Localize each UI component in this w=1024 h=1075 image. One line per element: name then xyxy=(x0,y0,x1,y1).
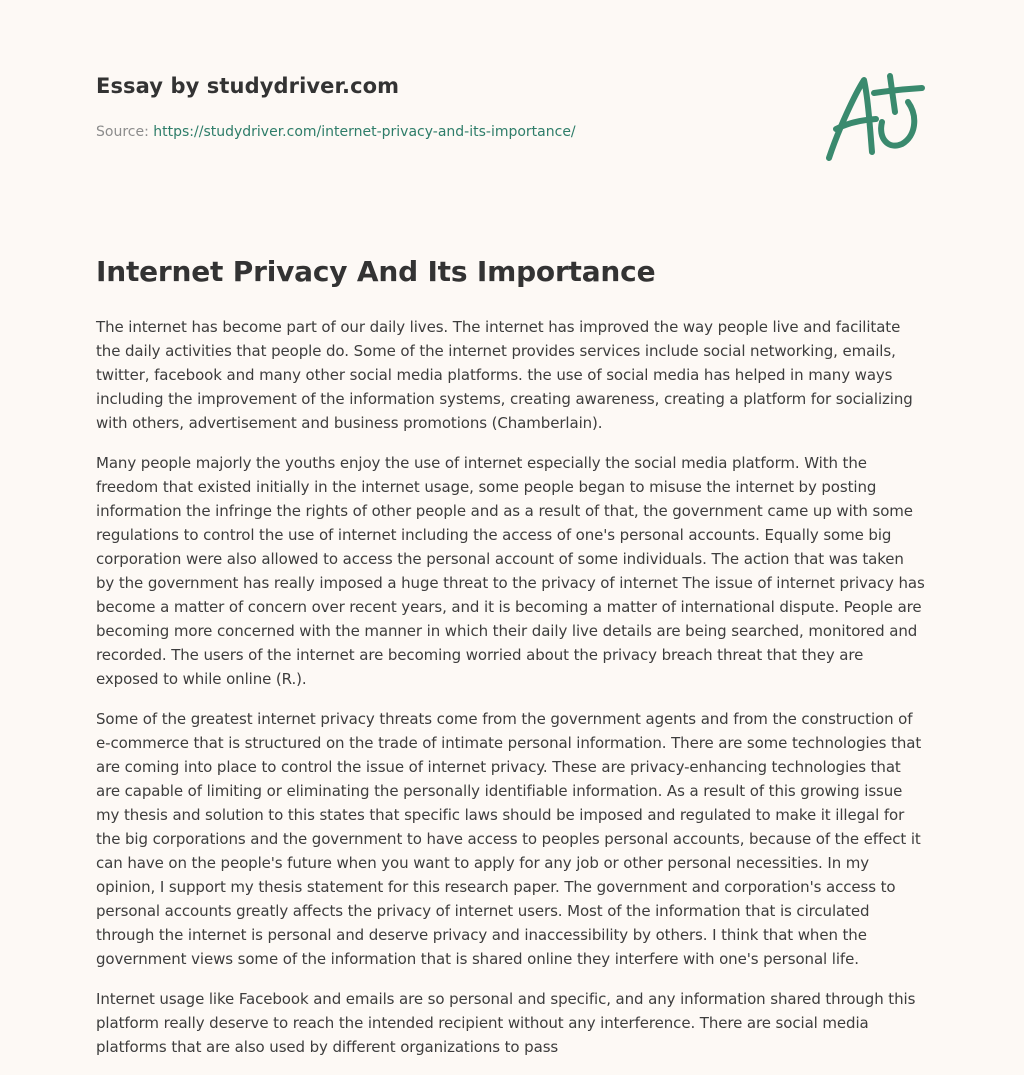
source-label: Source: xyxy=(96,124,154,140)
paragraph: Internet usage like Facebook and emails are so personal and specific, and any information shared through this platform really deserve to reach the intended recipient without any interference. There are social media platforms that are also used by different organizations to pass xyxy=(96,990,916,1056)
site-brand: Essay by studydriver.com xyxy=(96,74,400,98)
source-link[interactable]: https://studydriver.com/internet-privacy-and-its-importance/ xyxy=(153,124,576,140)
essay-body xyxy=(96,315,926,1075)
paragraph: Some of the greatest internet privacy threats come from the government agents and from the construction of e-commerce that is structured on the trade of intimate personal information. There are some technologies that are coming into place to control the issue of internet privacy. These are privacy-enhancing technologies that are capable of limiting or eliminating the personally identifiable information. As a result of this growing issue my thesis and solution to this states that specific laws should be imposed and regulated to make it illegal for the big corporations and the government to have access to peoples personal accounts, because of the effect it can have on the people's future when you want to apply for any job or other personal necessities. In my opinion, I support my thesis statement for this research paper. The government and corporation's access to personal accounts greatly affects the privacy of internet users. Most of the information that is circulated through the internet is personal and deserve privacy and inaccessibility by others. I think that when the government views some of the information that is shared online they interfere with one's personal life. xyxy=(96,710,922,968)
paragraph: The internet has become part of our daily lives. The internet has improved the way people live and facilitate the daily activities that people do. Some of the internet provides services include social networking, emails, twitter, facebook and many other social media platforms. the use of social media has helped in many ways including the improvement of the information systems, creating awareness, creating a platform for socializing with others, advertisement and business promotions (Chamberlain). xyxy=(96,318,913,432)
essay-title: Internet Privacy And Its Importance xyxy=(96,255,656,288)
paragraph: Many people majorly the youths enjoy the use of internet especially the social media platform. With the freedom that existed initially in the internet usage, some people began to misuse the internet by posting information the infringe the rights of other people and as a result of that, the government came up with some regulations to control the use of internet including the access of one's personal accounts. Equally some big corporation were also allowed to access the personal account of some individuals. The action that was taken by the government has really imposed a huge threat to the privacy of internet The issue of internet privacy has become a matter of concern over recent years, and it is becoming a matter of international dispute. People are becoming more concerned with the manner in which their daily live details are being searched, monitored and recorded. The users of the internet are becoming worried about the privacy breach threat that they are exposed to while online (R.). xyxy=(96,454,925,688)
a-plus-logo-icon xyxy=(822,66,928,166)
source-line xyxy=(96,124,576,140)
